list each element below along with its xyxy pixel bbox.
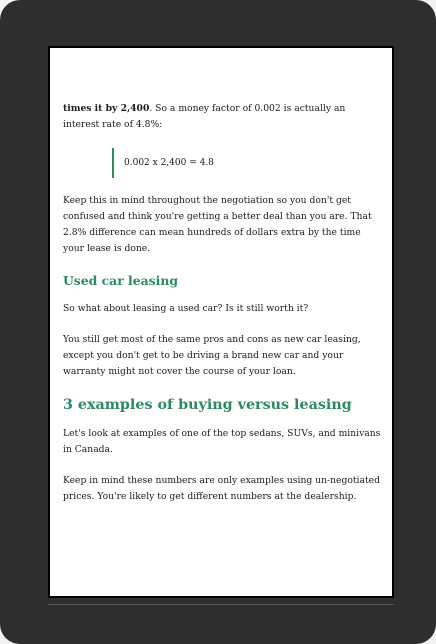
screen-bezel — [48, 46, 394, 598]
paragraph-text: . So a money factor of 0.002 is actually an interest rate of 4.8%: — [63, 103, 346, 130]
paragraph-used-question: So what about leasing a used car? Is it still worth it? — [63, 303, 309, 314]
paragraph-examples-intro: Let's look at examples of one of the top sedans, SUVs, and minivans in Canada. — [63, 428, 381, 455]
heading-used-car-leasing: Used car leasing — [63, 273, 179, 288]
paragraph-negotiation: Keep this in mind throughout the negotiation so you don't get confused and think you're getting a better deal than you are. That 2.8% difference can mean hundreds of dollars extra by the time your lease is done. — [63, 195, 372, 254]
article-content — [63, 101, 383, 520]
paragraph-pros-cons: You still get most of the same pros and cons as new car leasing, except you don't get to be driving a brand new car and your warranty might not cover the course of your loan. — [63, 334, 361, 377]
reader-page[interactable] — [50, 48, 392, 596]
paragraph-money-factor — [63, 101, 383, 133]
bold-text: times it by 2,400 — [63, 103, 150, 114]
heading-examples: 3 examples of buying versus leasing — [63, 397, 352, 413]
formula-blockquote: 0.002 x 2,400 = 4.8 — [112, 148, 383, 178]
bottom-divider — [48, 604, 394, 605]
paragraph-disclaimer: Keep in mind these numbers are only examples using un-negotiated prices. You're likely to get different numbers at the dealership. — [63, 475, 380, 502]
